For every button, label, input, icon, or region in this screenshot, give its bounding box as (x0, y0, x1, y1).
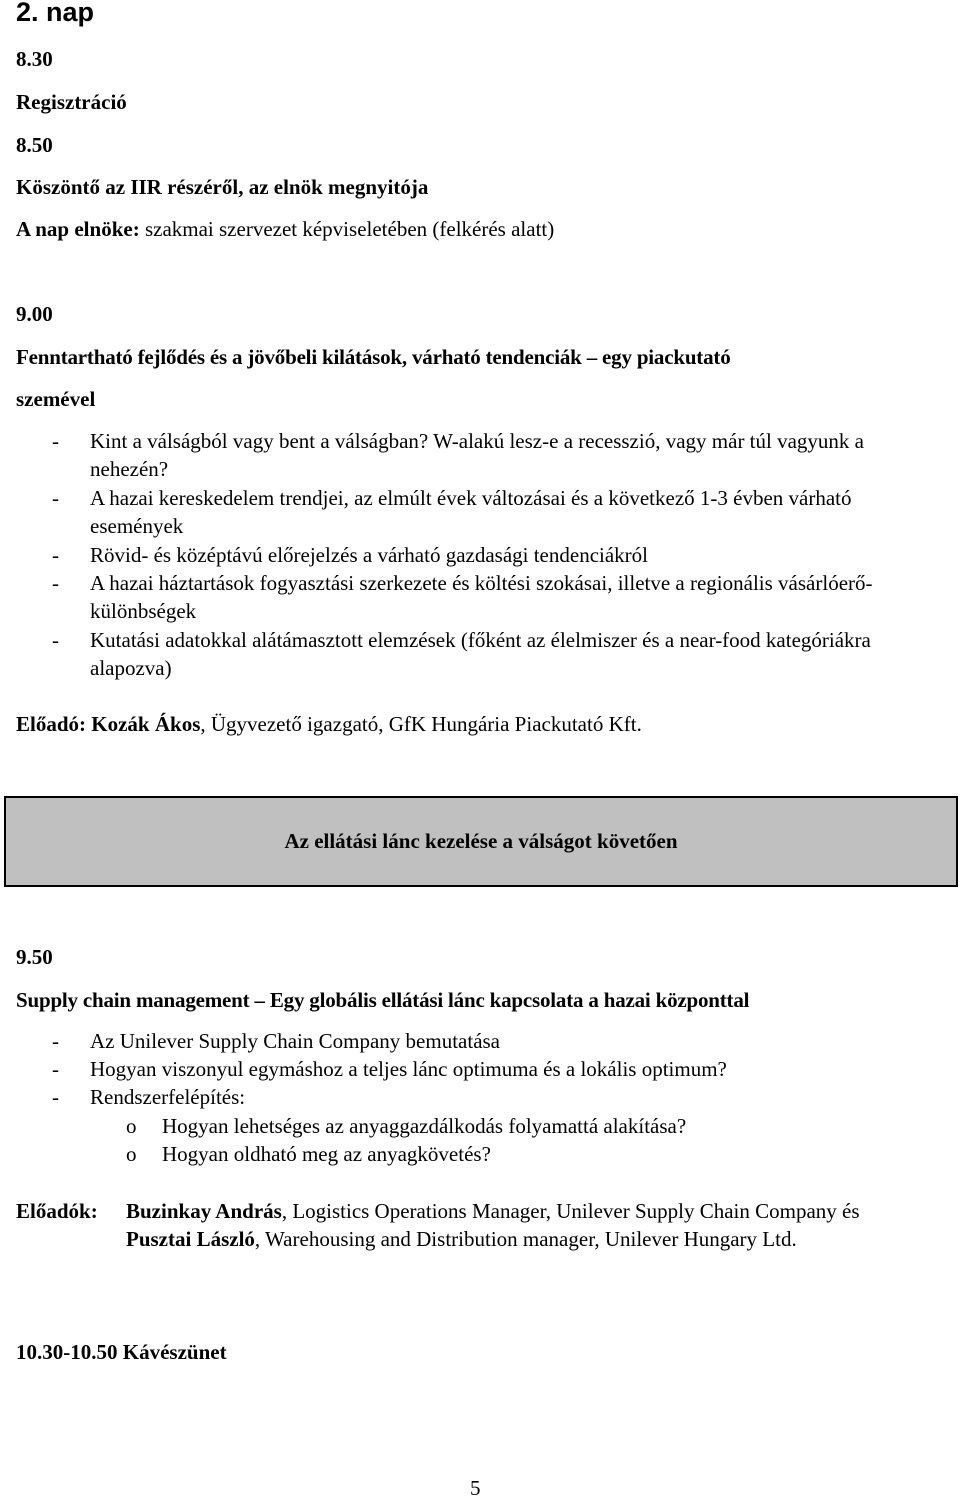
section-banner (4, 796, 958, 887)
welcome-title: Köszöntő az IIR részéről, az elnök megnyitója (16, 175, 429, 199)
bullet-item (0, 1055, 960, 1083)
bullet-text: Rövid- és középtávú előrejelzés a várható gazdasági tendenciákról (90, 543, 649, 567)
o-marker: o (126, 1114, 137, 1138)
coffee-break: 10.30-10.50 Kávészünet (16, 1340, 227, 1364)
time-850: 8.50 (16, 133, 53, 157)
dash-marker: - (52, 1057, 59, 1081)
dash-marker: - (52, 543, 59, 567)
speaker2-name: Pusztai László (126, 1227, 255, 1251)
bullet-text: Rendszerfelépítés: (90, 1085, 246, 1109)
session1-title-line2: szemével (16, 387, 96, 411)
session1-speaker (16, 710, 642, 738)
bullet-text: Kutatási adatokkal alátámasztott elemzések (főként az élelmiszer és a near-food kategóriákra alapozva) (90, 628, 871, 680)
speaker-role: , Ügyvezető igazgató, GfK Hungária Piackutató Kft. (200, 712, 642, 736)
bullet-text: A hazai kereskedelem trendjei, az elmúlt évek változásai és a következő 1-3 évben várható események (90, 486, 852, 538)
dash-marker: - (52, 628, 59, 652)
dash-marker: - (52, 571, 59, 595)
speaker1-name: Buzinkay András (126, 1199, 282, 1223)
bullet-item (0, 1027, 960, 1055)
chair-label: A nap elnöke: (16, 217, 140, 241)
time-900: 9.00 (16, 302, 53, 326)
bullet-item (0, 569, 960, 625)
subbullet-text: Hogyan lehetséges az anyaggazdálkodás folyamattá alakítása? (162, 1114, 687, 1138)
dash-marker: - (52, 429, 59, 453)
bullet-text: Kint a válságból vagy bent a válságban? W-alakú lesz-e a recesszió, vagy már túl vagyunk a nehezén? (90, 429, 864, 481)
subbullet-item (0, 1140, 960, 1168)
chair-value: szakmai szervezet képviseletében (felkérés alatt) (139, 217, 555, 241)
day-title: 2. nap (16, 0, 95, 27)
time-950: 9.50 (16, 945, 53, 969)
bullet-item (0, 484, 960, 540)
session1-title-line1: Fenntartható fejlődés és a jövőbeli kilátások, várható tendenciák – egy piackutató (16, 345, 731, 369)
bullet-text: Hogyan viszonyul egymáshoz a teljes lánc optimuma és a lokális optimum? (90, 1057, 727, 1081)
time-830: 8.30 (16, 47, 53, 71)
page-number: 5 (470, 1476, 481, 1500)
speakers-label: Előadók: (16, 1199, 98, 1223)
bullet-item (0, 541, 960, 569)
bullet-text: Az Unilever Supply Chain Company bemutatása (90, 1029, 501, 1053)
speaker2-role: , Warehousing and Distribution manager, Unilever Hungary Ltd. (254, 1227, 797, 1251)
session2-title: Supply chain management – Egy globális ellátási lánc kapcsolata a hazai központtal (16, 988, 750, 1012)
registration-title: Regisztráció (16, 90, 127, 114)
bullet-item (0, 427, 960, 483)
speakers-text (126, 1197, 926, 1253)
speaker-label: Előadó: (16, 712, 92, 736)
dash-marker: - (52, 486, 59, 510)
dash-marker: - (52, 1085, 59, 1109)
speaker-name: Kozák Ákos (91, 712, 201, 736)
chair-line (16, 215, 554, 243)
bullet-item (0, 1083, 960, 1111)
dash-marker: - (52, 1029, 59, 1053)
bullet-text: A hazai háztartások fogyasztási szerkezete és költési szokásai, illetve a regionális vásárlóerő-különbségek (90, 571, 873, 623)
subbullet-text: Hogyan oldható meg az anyagkövetés? (162, 1142, 491, 1166)
session2-speakers (0, 1197, 960, 1281)
bullet-item (0, 626, 960, 682)
section-banner-title: Az ellátási lánc kezelése a válságot követően (284, 829, 678, 853)
speaker1-role: , Logistics Operations Manager, Unilever Supply Chain Company és (281, 1199, 860, 1223)
o-marker: o (126, 1142, 137, 1166)
subbullet-item (0, 1112, 960, 1140)
